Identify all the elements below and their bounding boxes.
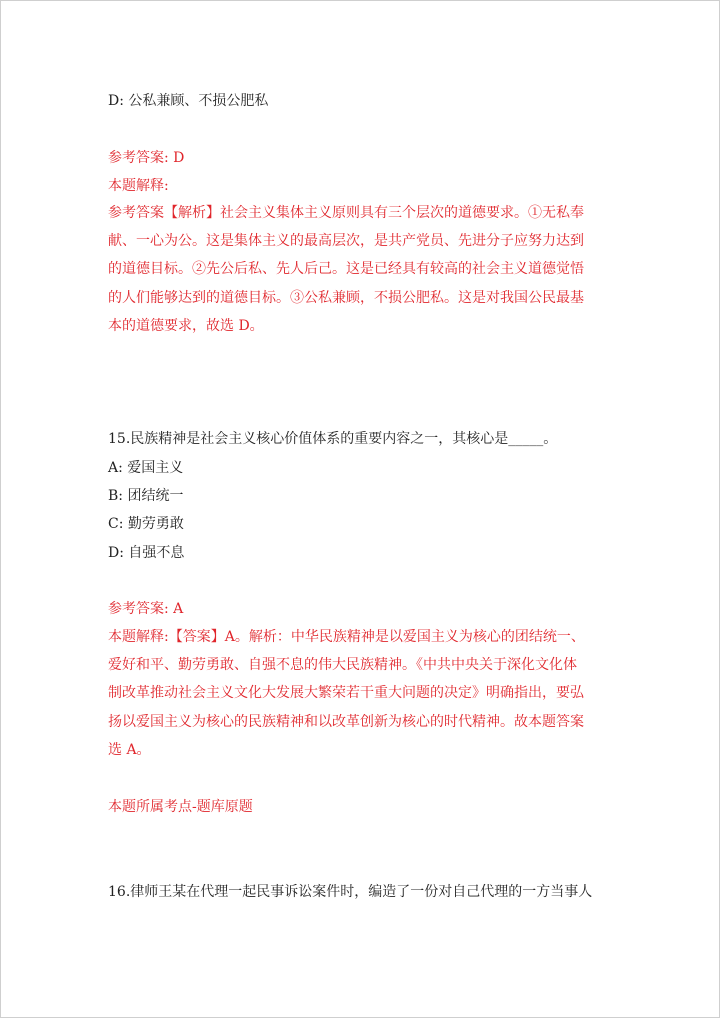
q14-explanation-line: 的人们能够达到的道德目标。③公私兼顾，不损公肥私。这是对我国公民最基 (108, 290, 584, 306)
q16-question: 16.律师王某在代理一起民事诉讼案件时，编造了一份对自己代理的一方当事人 (108, 884, 593, 900)
q15-option-a: A: 爱国主义 (108, 460, 184, 476)
q14-explanation-label: 本题解释: (108, 178, 169, 194)
q15-option-d: D: 自强不息 (108, 545, 185, 561)
q14-explanation-line: 的道德目标。②先公后私、先人后己。这是已经具有较高的社会主义道德觉悟 (108, 261, 584, 277)
q15-explanation-line: 本题解释:【答案】A。解析：中华民族精神是以爱国主义为核心的团结统一、 (108, 629, 585, 645)
q15-question: 15.民族精神是社会主义核心价值体系的重要内容之一，其核心是_____。 (108, 431, 558, 447)
q15-explanation-line: 选 A。 (108, 742, 151, 758)
q15-explanation-line: 扬以爱国主义为核心的民族精神和以改革创新为核心的时代精神。故本题答案 (108, 714, 584, 730)
q15-topic: 本题所属考点-题库原题 (108, 799, 253, 815)
q14-explanation-line: 参考答案【解析】社会主义集体主义原则具有三个层次的道德要求。①无私奉 (108, 205, 584, 221)
q14-explanation-line: 本的道德要求，故选 D。 (108, 318, 264, 334)
q14-explanation-line: 献、一心为公。这是集体主义的最高层次，是共产党员、先进分子应努力达到 (108, 233, 584, 249)
q14-answer: 参考答案: D (108, 150, 185, 166)
q15-option-b: B: 团结统一 (108, 488, 184, 504)
q15-answer: 参考答案: A (108, 601, 184, 617)
q15-explanation-line: 爱好和平、勤劳勇敢、自强不息的伟大民族精神。《中共中央关于深化文化体 (108, 657, 577, 673)
q14-option-d: D: 公私兼顾、不损公肥私 (108, 93, 269, 109)
q15-option-c: C: 勤劳勇敢 (108, 516, 184, 532)
q15-explanation-line: 制改革推动社会主义文化大发展大繁荣若干重大问题的决定》明确指出，要弘 (108, 685, 584, 701)
